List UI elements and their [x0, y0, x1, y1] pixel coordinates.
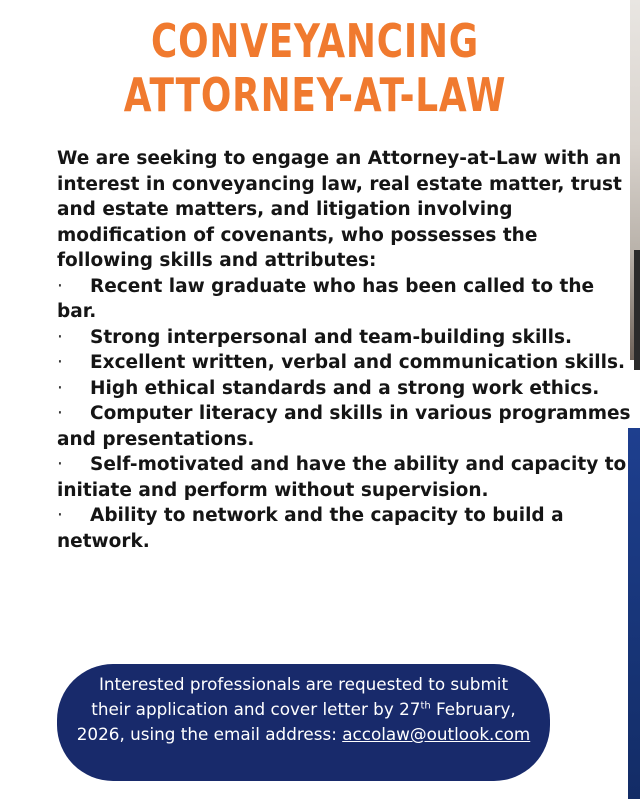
title-line-2: ATTORNEY-AT-LAW	[123, 68, 507, 122]
list-item-text: Ability to network and the capacity to build a network.	[57, 505, 564, 552]
job-description	[57, 146, 632, 554]
email-link[interactable]: accolaw@outlook.com	[342, 724, 531, 744]
title-line-1: CONVEYANCING	[150, 14, 480, 68]
list-item	[57, 325, 632, 351]
list-item-text: Recent law graduate who has been called to the bar.	[57, 275, 595, 322]
contact-line-2-text: their application and cover letter by 27	[91, 699, 421, 719]
list-item	[57, 401, 632, 452]
contact-line-2	[57, 697, 550, 722]
contact-line-1: Interested professionals are requested to submit	[98, 674, 509, 694]
list-item-text: Strong interpersonal and team-building skills.	[90, 326, 573, 348]
bullet-dot: ·	[57, 505, 63, 526]
intro-paragraph: We are seeking to engage an Attorney-at-Law with an interest in conveyancing law, real estate matter, trust and estate matters, and litigation involving modification of covenants, who possesses the following skills and attributes:	[57, 148, 622, 271]
requirements-list	[57, 274, 632, 555]
list-item	[57, 452, 632, 503]
bullet-dot: ·	[57, 275, 63, 297]
list-item	[57, 503, 632, 554]
contact-line-3	[57, 722, 550, 747]
edge-dark-strip	[634, 250, 640, 370]
list-item-text: Excellent written, verbal and communication skills.	[90, 352, 626, 373]
list-item-text: Computer literacy and skills in various programmes and presentations.	[57, 403, 631, 450]
list-item-text: High ethical standards and a strong work ethics.	[90, 377, 600, 399]
bullet-dot: ·	[57, 454, 63, 475]
bullet-dot: ·	[57, 377, 63, 399]
bullet-dot: ·	[57, 403, 63, 424]
page-title	[69, 14, 560, 122]
ordinal-suffix: th	[420, 700, 431, 712]
bullet-dot: ·	[57, 326, 63, 348]
contact-line-3-text: 2026, using the email address:	[76, 724, 343, 744]
list-item	[57, 350, 632, 376]
list-item-text: Self-motivated and have the ability and capacity to initiate and perform without supervision.	[57, 454, 627, 501]
contact-line-2-month: February,	[430, 699, 516, 719]
bullet-dot: ·	[57, 352, 63, 373]
list-item	[57, 376, 632, 402]
list-item	[57, 274, 632, 325]
application-instructions-box	[57, 664, 550, 781]
